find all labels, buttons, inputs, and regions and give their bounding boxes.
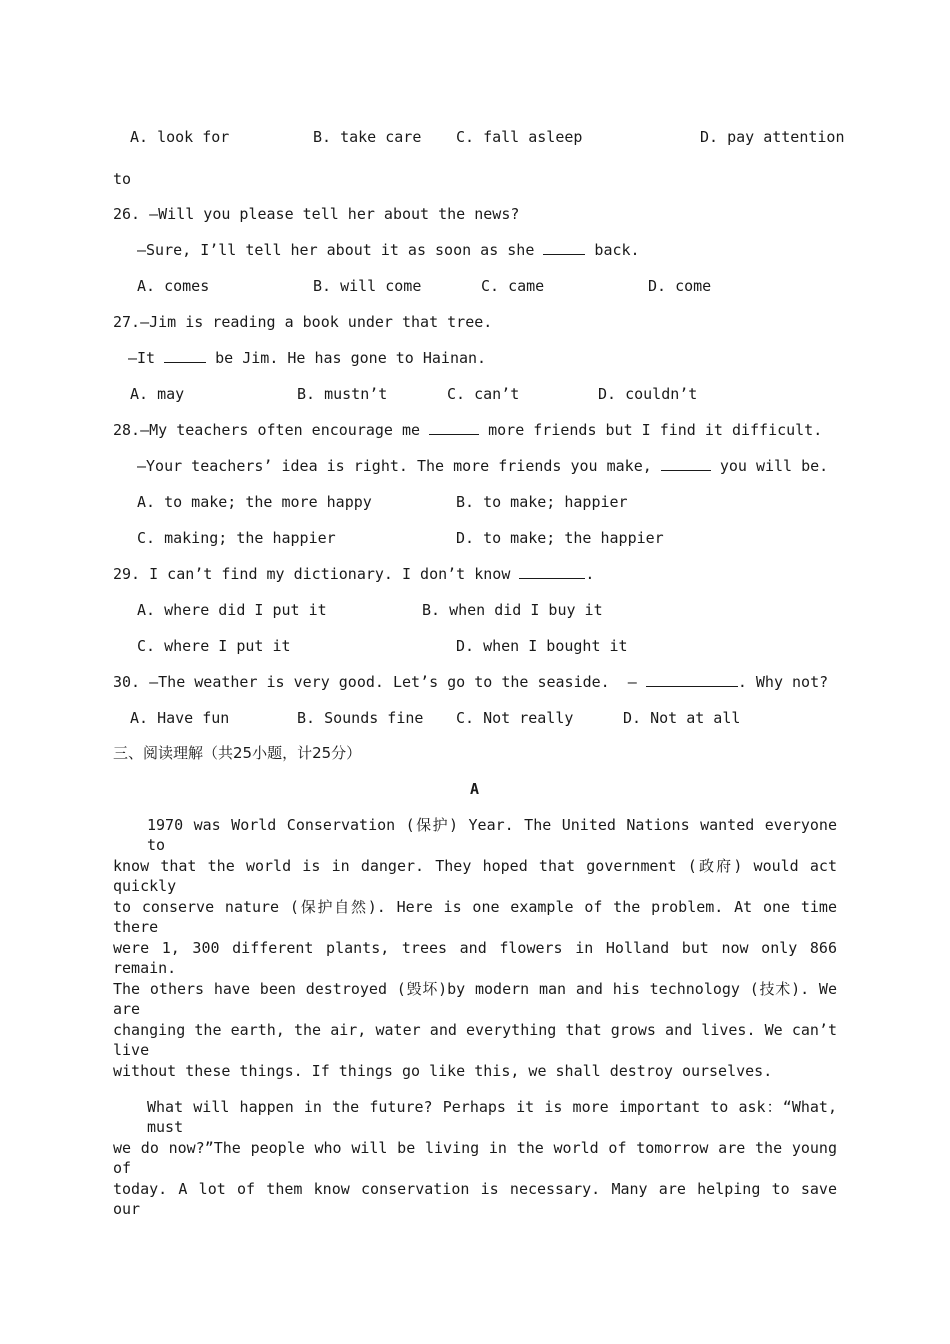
q28-question-post: more friends but I find it difficult. [479, 421, 823, 439]
q26-answer-line [137, 240, 640, 260]
q26-question: 26. —Will you please tell her about the news? [113, 205, 520, 223]
q29-option-d: D. when I bought it [456, 637, 628, 655]
q26-blank [543, 240, 585, 255]
q27-answer-post: be Jim. He has gone to Hainan. [206, 349, 487, 367]
q25-option-d-wrap: to [113, 170, 132, 188]
q29-option-c: C. where I put it [137, 637, 291, 655]
passage-p1-line: without these things. If things go like this, we shall destroy ourselves. [113, 1062, 773, 1080]
q30-option-d: D. Not at all [623, 709, 741, 727]
q30-option-b: B. Sounds fine [297, 709, 424, 727]
q29-question-pre: 29. I can’t find my dictionary. I don’t know [113, 565, 520, 583]
q27-answer-pre: —It [128, 349, 165, 367]
passage-p2-line: we do now?”The people who will be living in the world of tomorrow are the young of [113, 1139, 837, 1177]
q25-option-a: A. look for [130, 128, 230, 146]
q30-question-post: . Why not? [737, 673, 829, 691]
q30-question [113, 672, 828, 692]
q26-option-d: D. come [648, 277, 712, 295]
passage-p1-line: to conserve nature (保护自然). Here is one example of the problem. At one time there [113, 898, 837, 936]
section-heading: 三、阅读理解（共25小题，计25分） [113, 744, 362, 762]
q28-answer-post: you will be. [710, 457, 829, 475]
passage-p1-line: changing the earth, the air, water and everything that grows and lives. We can’t live [113, 1021, 837, 1059]
passage-p1-line: The others have been destroyed (毁坏)by modern man and his technology (技术). We are [113, 980, 837, 1018]
q30-option-a: A. Have fun [130, 709, 230, 727]
q29-option-b: B. when did I buy it [422, 601, 603, 619]
q27-option-a: A. may [130, 385, 185, 403]
q26-answer-pre: —Sure, I’ll tell her about it as soon as she [137, 241, 544, 259]
q26-option-c: C. came [481, 277, 545, 295]
q26-answer-post: back. [585, 241, 640, 259]
q25-option-b: B. take care [313, 128, 422, 146]
q28-answer-line [137, 456, 828, 476]
passage-p1-line: know that the world is in danger. They hoped that government (政府) would act quickly [113, 857, 837, 895]
q30-blank [646, 672, 738, 687]
q28-option-a: A. to make; the more happy [137, 493, 372, 511]
q26-option-a: A. comes [137, 277, 210, 295]
q28-option-d: D. to make; the happier [456, 529, 664, 547]
q28-question-pre: 28.—My teachers often encourage me [113, 421, 430, 439]
q30-option-c: C. Not really [456, 709, 574, 727]
q29-blank [519, 564, 585, 579]
q29-option-a: A. where did I put it [137, 601, 327, 619]
q28-option-b: B. to make; happier [456, 493, 628, 511]
q28-blank-1 [429, 420, 479, 435]
q27-answer-line [128, 348, 486, 368]
passage-p1-line: were 1, 300 different plants, trees and flowers in Holland but now only 866 remain. [113, 939, 837, 977]
q28-question [113, 420, 822, 440]
passage-p1-line: 1970 was World Conservation (保护) Year. The United Nations wanted everyone to [147, 816, 837, 854]
q26-option-b: B. will come [313, 277, 422, 295]
passage-p2-line: What will happen in the future? Perhaps it is more important to ask：“What, must [147, 1098, 837, 1136]
passage-title: A [470, 780, 480, 798]
q27-option-b: B. mustn’t [297, 385, 388, 403]
q28-option-c: C. making; the happier [137, 529, 336, 547]
q29-question [113, 564, 594, 584]
q30-question-pre: 30. —The weather is very good. Let’s go to the seaside. — [113, 673, 646, 691]
q27-option-c: C. can’t [447, 385, 520, 403]
q27-option-d: D. couldn’t [598, 385, 698, 403]
q28-blank-2 [661, 456, 711, 471]
q29-question-post: . [585, 565, 595, 583]
q25-option-c: C. fall asleep [456, 128, 583, 146]
passage-p2-line: today. A lot of them know conservation is necessary. Many are helping to save our [113, 1180, 837, 1218]
q27-question: 27.—Jim is reading a book under that tree. [113, 313, 493, 331]
q28-answer-pre: —Your teachers’ idea is right. The more friends you make, [137, 457, 661, 475]
q27-blank [164, 348, 206, 363]
q25-option-d: D. pay attention [700, 128, 845, 146]
